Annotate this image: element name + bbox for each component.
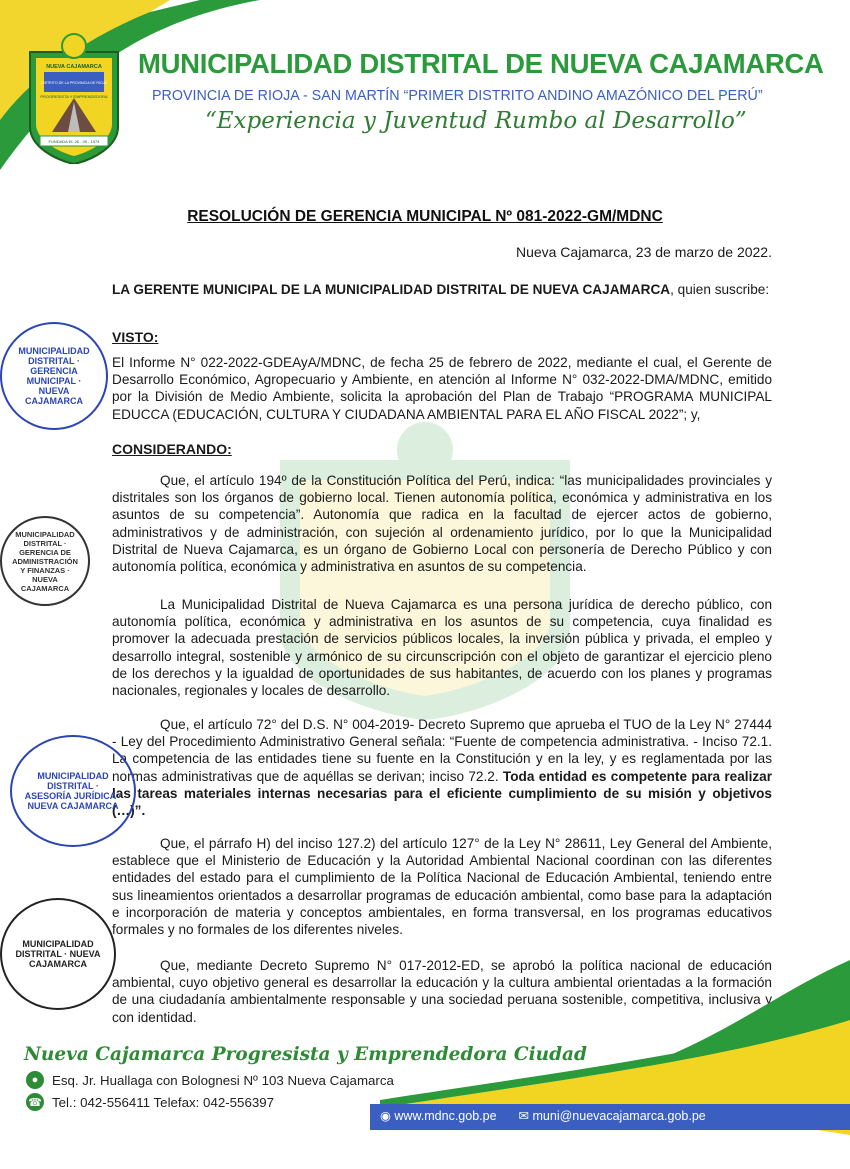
footer-phone-text: Tel.: 042-556411 Telefax: 042-556397 <box>52 1094 275 1110</box>
stamp-gerencia-municipal: MUNICIPALIDAD DISTRITAL · GERENCIA MUNICIPAL · NUEVA CAJAMARCA <box>0 322 108 430</box>
municipal-crest-logo <box>22 32 126 164</box>
stamp-asesoria-juridica: MUNICIPALIDAD DISTRITAL · ASESORÍA JURÍDICA · NUEVA CAJAMARCA <box>10 735 136 847</box>
footer-address-text: Esq. Jr. Huallaga con Bolognesi Nº 103 Nueva Cajamarca <box>52 1072 394 1088</box>
province-subtitle: PROVINCIA DE RIOJA - SAN MARTÍN “PRIMER DISTRITO ANDINO AMAZÓNICO DEL PERÚ” <box>152 88 763 104</box>
phone-icon: ☎ <box>26 1093 44 1111</box>
footer-phone <box>26 1093 274 1111</box>
considerando-heading: CONSIDERANDO: <box>112 441 232 457</box>
stamp-municipalidad-seal: MUNICIPALIDAD DISTRITAL · NUEVA CAJAMARCA <box>0 898 116 1010</box>
considerando-paragraph-3-text: Que, el artículo 72° del D.S. N° 004-2019- Decreto Supremo que aprueba el TUO de la Ley N° 27444 - Ley del Procedimiento Administrativo General señala: “Fuente de competencia administrativa. - Inciso 72.1. La competencia de las entidades tiene su fuente en la Constitución y en la ley, y es reglamentada por las normas administrativas que de aquéllas se derivan; inciso 72.2. <box>112 717 772 784</box>
visto-paragraph: El Informe N° 022-2022-GDEAyA/MDNC, de fecha 25 de febrero de 2022, mediante el cual, el Gerente de Desarrollo Económico, Agropecuario y Ambiente, en atención al Informe N° 032-2022-DMA/MDNC, emitido por la División de Medio Ambiente, solicita la aprobación del Plan de Trabajo “PROGRAMA MUNICIPAL EDUCCA (EDUCACIÓN, CULTURA Y CIUDADANA AMBIENTAL PARA EL AÑO FISCAL 2022”; y, <box>112 355 772 422</box>
intro-paragraph <box>112 281 772 298</box>
footer-slogan: Nueva Cajamarca Progresista y Emprendedora Ciudad <box>24 1044 587 1065</box>
considerando-paragraph-4: Que, el párrafo H) del inciso 127.2) del artículo 127° de la Ley N° 28611, Ley General del Ambiente, establece que el Ministerio de Educación y la Autoridad Ambiental Nacional coordinan con las diferentes entidades del estado para el cumplimiento de la Política Nacional de Educación Ambiental, teniendo entre sus lineamientos orientados a desarrollar programas de educación ambiental, como base para la adaptación e incorporación de materia y conceptos ambientales, en forma transversal, en los programas educativos formales y no formales de los diferentes niveles. <box>112 836 772 938</box>
resolution-date: Nueva Cajamarca, 23 de marzo de 2022. <box>515 244 772 260</box>
email-link[interactable]: ✉ muni@nuevacajamarca.gob.pe <box>518 1109 706 1123</box>
location-pin-icon: ● <box>26 1071 44 1089</box>
svg-text:NUEVA CAJAMARCA: NUEVA CAJAMARCA <box>46 64 102 70</box>
resolution-title: RESOLUCIÓN DE GERENCIA MUNICIPAL Nº 081-2022-GM/MDNC <box>187 208 663 225</box>
footer-contact-bar <box>380 1108 706 1123</box>
stamp-administracion-finanzas: MUNICIPALIDAD DISTRITAL · GERENCIA DE ADMINISTRACIÓN Y FINANZAS · NUEVA CAJAMARCA <box>0 516 90 606</box>
svg-text:FUNDADA EL 26 - 09 - 1974: FUNDADA EL 26 - 09 - 1974 <box>48 139 100 144</box>
considerando-paragraph-1: Que, el artículo 194º de la Constitución Política del Perú, indica: “las municipalidades provinciales y distritales son los órganos de gobierno local. Tienen autonomía política, económica y administrativa en los asuntos de su competencia”. Autonomía que radica en la facultad de ejercer actos de gobierno, administrativos y de administración, con sujeción al ordenamiento jurídico, por lo que la Municipalidad Distrital de Nueva Cajamarca, es un órgano de Gobierno Local con personería de Derecho Público y con autonomía política, económica y administrativa en asuntos de su competencia. <box>112 473 772 575</box>
intro-suffix: , quien suscribe: <box>670 282 770 297</box>
municipality-title: MUNICIPALIDAD DISTRITAL DE NUEVA CAJAMARCA <box>138 48 824 79</box>
svg-text:DISTRITO DE LA PROVINCIA DE RI: DISTRITO DE LA PROVINCIA DE RIOJA <box>40 81 108 85</box>
considerando-paragraph-5: Que, mediante Decreto Supremo N° 017-2012-ED, se aprobó la política nacional de educación ambiental, cuyo objetivo general es desarrollar la educación y la cultura ambiental orientadas a la formación de una ciudadanía ambientalmente responsable y una sociedad peruana sostenible, competitiva, inclusiva y con identidad. <box>112 958 772 1025</box>
globe-icon: ◉ <box>380 1109 391 1123</box>
svg-text:PROGRESISTA Y EMPRENDEDORA: PROGRESISTA Y EMPRENDEDORA <box>40 94 108 99</box>
intro-issuer: LA GERENTE MUNICIPAL DE LA MUNICIPALIDAD DISTRITAL DE NUEVA CAJAMARCA <box>112 282 671 297</box>
visto-heading: VISTO: <box>112 329 159 345</box>
footer-address <box>26 1071 394 1089</box>
considerando-paragraph-3 <box>112 716 772 819</box>
mail-icon: ✉ <box>518 1109 530 1123</box>
considerando-paragraph-3-bold: Toda entidad es competente para realizar las tareas materiales internas necesarias para el eficiente cumplimiento de su misión y objetivos (…)”. <box>112 768 773 819</box>
considerando-paragraph-2: La Municipalidad Distrital de Nueva Cajamarca es una persona jurídica de derecho público, con autonomía política, económica y administrativa en los asuntos de su competencia, cuya finalidad es promover la adecuada prestación de servicios públicos locales, la inversión pública y privada, el empleo y desarrollo integral, sostenible y armónico de su circunscripción con el objeto de garantizar el ejercicio pleno de los derechos y la igualdad de oportunidades de sus habitantes, de acuerdo con los planes y programas nacionales, regionales y locales de desarrollo. <box>112 597 772 699</box>
website-link[interactable]: ◉ www.mdnc.gob.pe <box>380 1109 497 1123</box>
header-motto: “Experiencia y Juventud Rumbo al Desarrollo” <box>205 108 747 134</box>
